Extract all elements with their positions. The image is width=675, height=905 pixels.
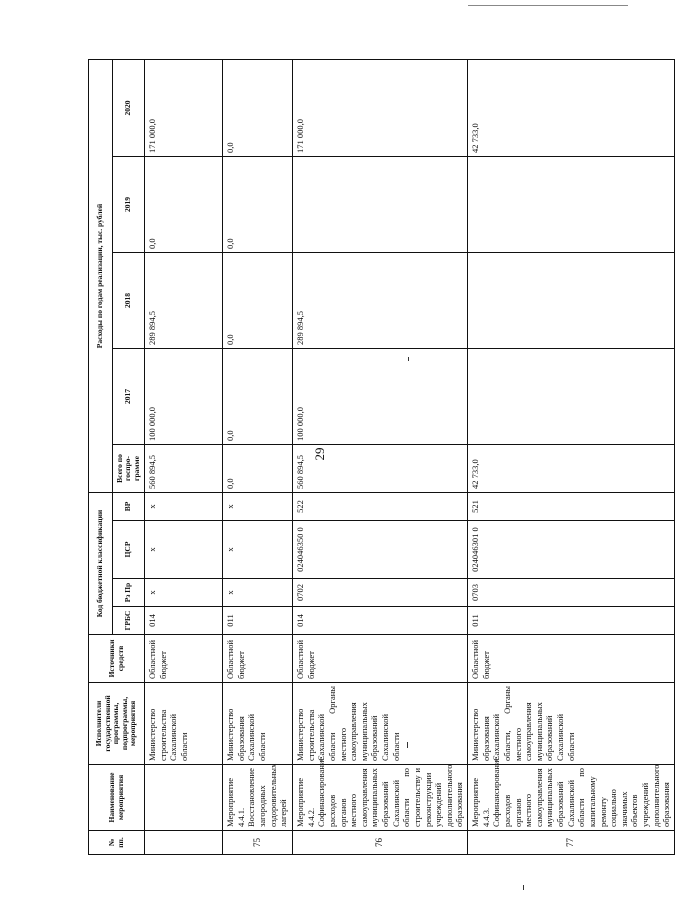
header-csr: ЦСР: [113, 521, 145, 579]
row-name: [145, 765, 223, 831]
header-2020: 2020: [113, 60, 145, 157]
row-executor: Министерство строительства Сахалинской области Органы местного самоуправления муниципальных образований Сахалинской области: [293, 683, 468, 765]
scan-edge-line: [468, 5, 628, 6]
row-2017: 0,0: [223, 349, 293, 445]
header-grbs: ГРБС: [113, 607, 145, 635]
row-grbs: 011: [223, 607, 293, 635]
header-executors: Исполнители государственной программы, подпрограммы, мероприятия: [89, 683, 145, 765]
row-2018: 0,0: [223, 253, 293, 349]
row-rzpr: 0702: [293, 579, 468, 607]
header-total: Всего по госпро-грамме: [113, 445, 145, 493]
row-csr: 024046350 0: [293, 521, 468, 579]
header-2017: 2017: [113, 349, 145, 445]
row-rzpr: x: [223, 579, 293, 607]
row-num: 76: [293, 831, 468, 855]
header-2019: 2019: [113, 157, 145, 253]
row-name: Мероприятие 4.4.3. Софинансирование расходов органов местного самоуправления муниципальных образований Сахалинской области по капитальному ремонту социально значимых объектов учреждений дополнительного образования: [468, 765, 675, 831]
row-csr: x: [145, 521, 223, 579]
scan-speck: [523, 885, 524, 890]
row-vr: x: [223, 493, 293, 521]
row-2020: 42 733,0: [468, 60, 675, 157]
row-grbs: 011: [468, 607, 675, 635]
row-num: 77: [468, 831, 675, 855]
row-source: Областной бюджет: [223, 635, 293, 683]
row-source: Областной бюджет: [468, 635, 675, 683]
row-2018: [468, 253, 675, 349]
scan-speck: [407, 742, 408, 748]
header-rzpr: Рз Пр: [113, 579, 145, 607]
row-2020: 171 000,0: [145, 60, 223, 157]
table-row: [223, 60, 293, 855]
row-num: [145, 831, 223, 855]
row-total: 560 894,5: [293, 445, 468, 493]
row-executor: Министерство образования Сахалинской области, Органы местного самоуправления муниципальных образований Сахалинской области: [468, 683, 675, 765]
row-rzpr: 0703: [468, 579, 675, 607]
row-rzpr: x: [145, 579, 223, 607]
row-grbs: 014: [293, 607, 468, 635]
header-row-1: [89, 60, 113, 855]
row-2017: 100 000,0: [293, 349, 468, 445]
row-2018: 289 894,5: [293, 253, 468, 349]
header-name: Наименование мероприятия: [89, 765, 145, 831]
scan-speck: [408, 357, 409, 361]
table-row: [293, 60, 468, 855]
row-2019: [293, 157, 468, 253]
row-2019: 0,0: [223, 157, 293, 253]
row-csr: x: [223, 521, 293, 579]
row-vr: x: [145, 493, 223, 521]
row-2018: 289 894,5: [145, 253, 223, 349]
row-2019: [468, 157, 675, 253]
budget-table-rotated: [88, 60, 672, 855]
row-grbs: 014: [145, 607, 223, 635]
header-sources: Источники средств: [89, 635, 145, 683]
row-vr: 521: [468, 493, 675, 521]
header-num: № пп.: [89, 831, 145, 855]
row-2017: [468, 349, 675, 445]
row-source: Областной бюджет: [145, 635, 223, 683]
row-total: 42 733,0: [468, 445, 675, 493]
table-row: [145, 60, 223, 855]
row-source: Областной бюджет: [293, 635, 468, 683]
header-2018: 2018: [113, 253, 145, 349]
row-2020: 0,0: [223, 60, 293, 157]
row-executor: Министерство образования Сахалинской области: [223, 683, 293, 765]
row-vr: 522: [293, 493, 468, 521]
header-vr: ВР: [113, 493, 145, 521]
row-name: Мероприятие 4.4.2. Софинансирование расходов органов местного самоуправления муниципальных образований Сахалинской области по строительству и реконструкции учреждений дополнительного образования: [293, 765, 468, 831]
page-number: 29: [312, 447, 327, 461]
row-csr: 024046301 0: [468, 521, 675, 579]
header-kbk-group: Код бюджетной классификации: [89, 493, 113, 635]
row-executor: Министерство строительства Сахалинской области: [145, 683, 223, 765]
row-num: 75: [223, 831, 293, 855]
row-2019: 0,0: [145, 157, 223, 253]
row-name: Мероприятие 4.4.1. Восстановление загородных оздоровительных лагерей: [223, 765, 293, 831]
row-2017: 100 000,0: [145, 349, 223, 445]
row-2020: 171 000,0: [293, 60, 468, 157]
budget-table: [88, 59, 675, 855]
header-expenses-group: Расходы по годам реализации, тыс. рублей: [89, 60, 113, 493]
row-total: 560 894,5: [145, 445, 223, 493]
table-row: [468, 60, 675, 855]
row-total: 0,0: [223, 445, 293, 493]
